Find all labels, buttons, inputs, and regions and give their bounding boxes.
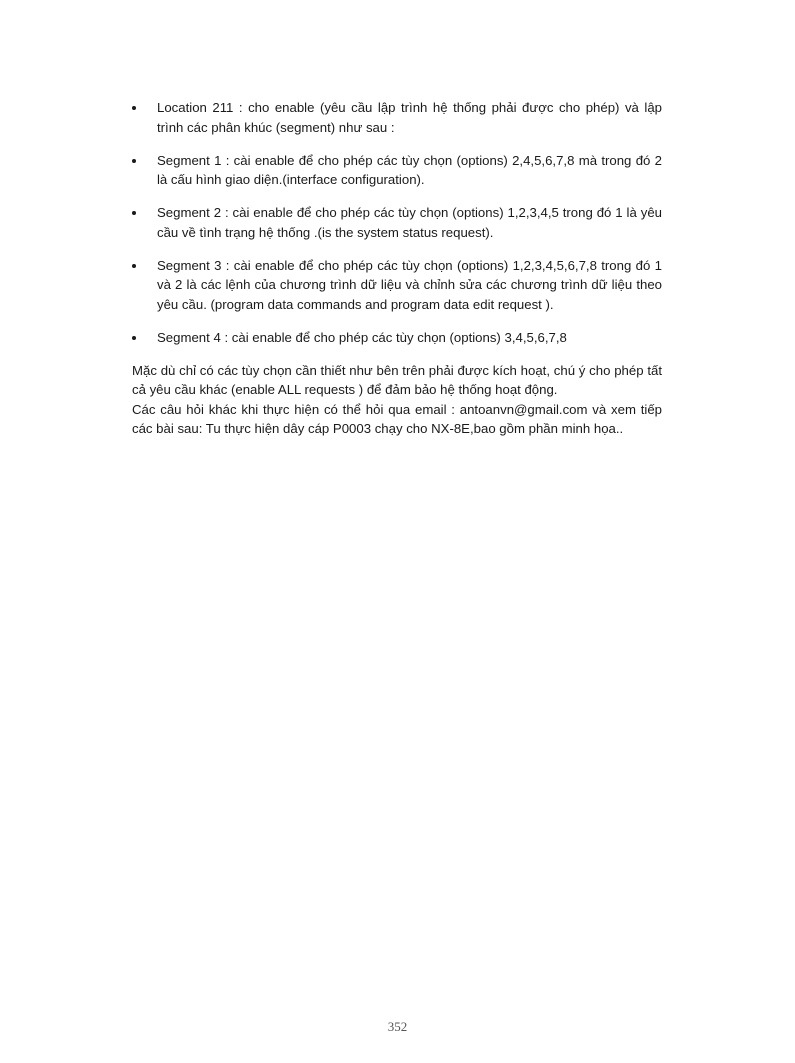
list-item-text: Segment 4 : cài enable để cho phép các tùy chọn (options) 3,4,5,6,7,8 bbox=[157, 329, 567, 345]
page-content bbox=[132, 98, 662, 439]
list-item bbox=[132, 256, 662, 315]
bullet-dot-icon bbox=[132, 106, 136, 110]
contact-paragraph: Các câu hỏi khác khi thực hiện có thể hỏi qua email : antoanvn@gmail.com và xem tiếp các bài sau: Tu thực hiện dây cáp P0003 chạy cho NX-8E,bao gồm phần minh họa.. bbox=[132, 401, 662, 436]
list-item bbox=[132, 151, 662, 190]
bullet-dot-icon bbox=[132, 336, 136, 340]
list-item-text: Segment 1 : cài enable để cho phép các tùy chọn (options) 2,4,5,6,7,8 mà trong đó 2 là cấu hình giao diện.(interface configuration). bbox=[157, 152, 662, 187]
list-item-text: Segment 2 : cài enable để cho phép các tùy chọn (options) 1,2,3,4,5 trong đó 1 là yêu cầu về tình trạng hệ thống .(is the system status request). bbox=[157, 205, 662, 240]
list-item bbox=[132, 203, 662, 242]
bullet-dot-icon bbox=[132, 159, 136, 163]
list-item bbox=[132, 328, 662, 348]
list-item bbox=[132, 98, 662, 137]
bullet-list bbox=[132, 98, 662, 347]
note-paragraph: Mặc dù chỉ có các tùy chọn cần thiết như bên trên phải được kích hoạt, chú ý cho phép tất cả yêu cầu khác (enable ALL requests ) để đảm bảo hệ thống hoạt động. bbox=[132, 362, 662, 397]
list-item-text: Segment 3 : cài enable để cho phép các tùy chọn (options) 1,2,3,4,5,6,7,8 trong đó 1 và 2 là các lệnh của chương trình dữ liệu và chỉnh sửa các chương trình dữ liệu theo yêu cầu. (program data commands and program data edit request ). bbox=[157, 257, 662, 312]
list-item-text: Location 211 : cho enable (yêu cầu lập trình hệ thống phải được cho phép) và lập trình các phân khúc (segment) như sau : bbox=[157, 100, 662, 135]
page-number: 352 bbox=[387, 1019, 408, 1034]
bullet-dot-icon bbox=[132, 264, 136, 268]
bullet-dot-icon bbox=[132, 211, 136, 215]
